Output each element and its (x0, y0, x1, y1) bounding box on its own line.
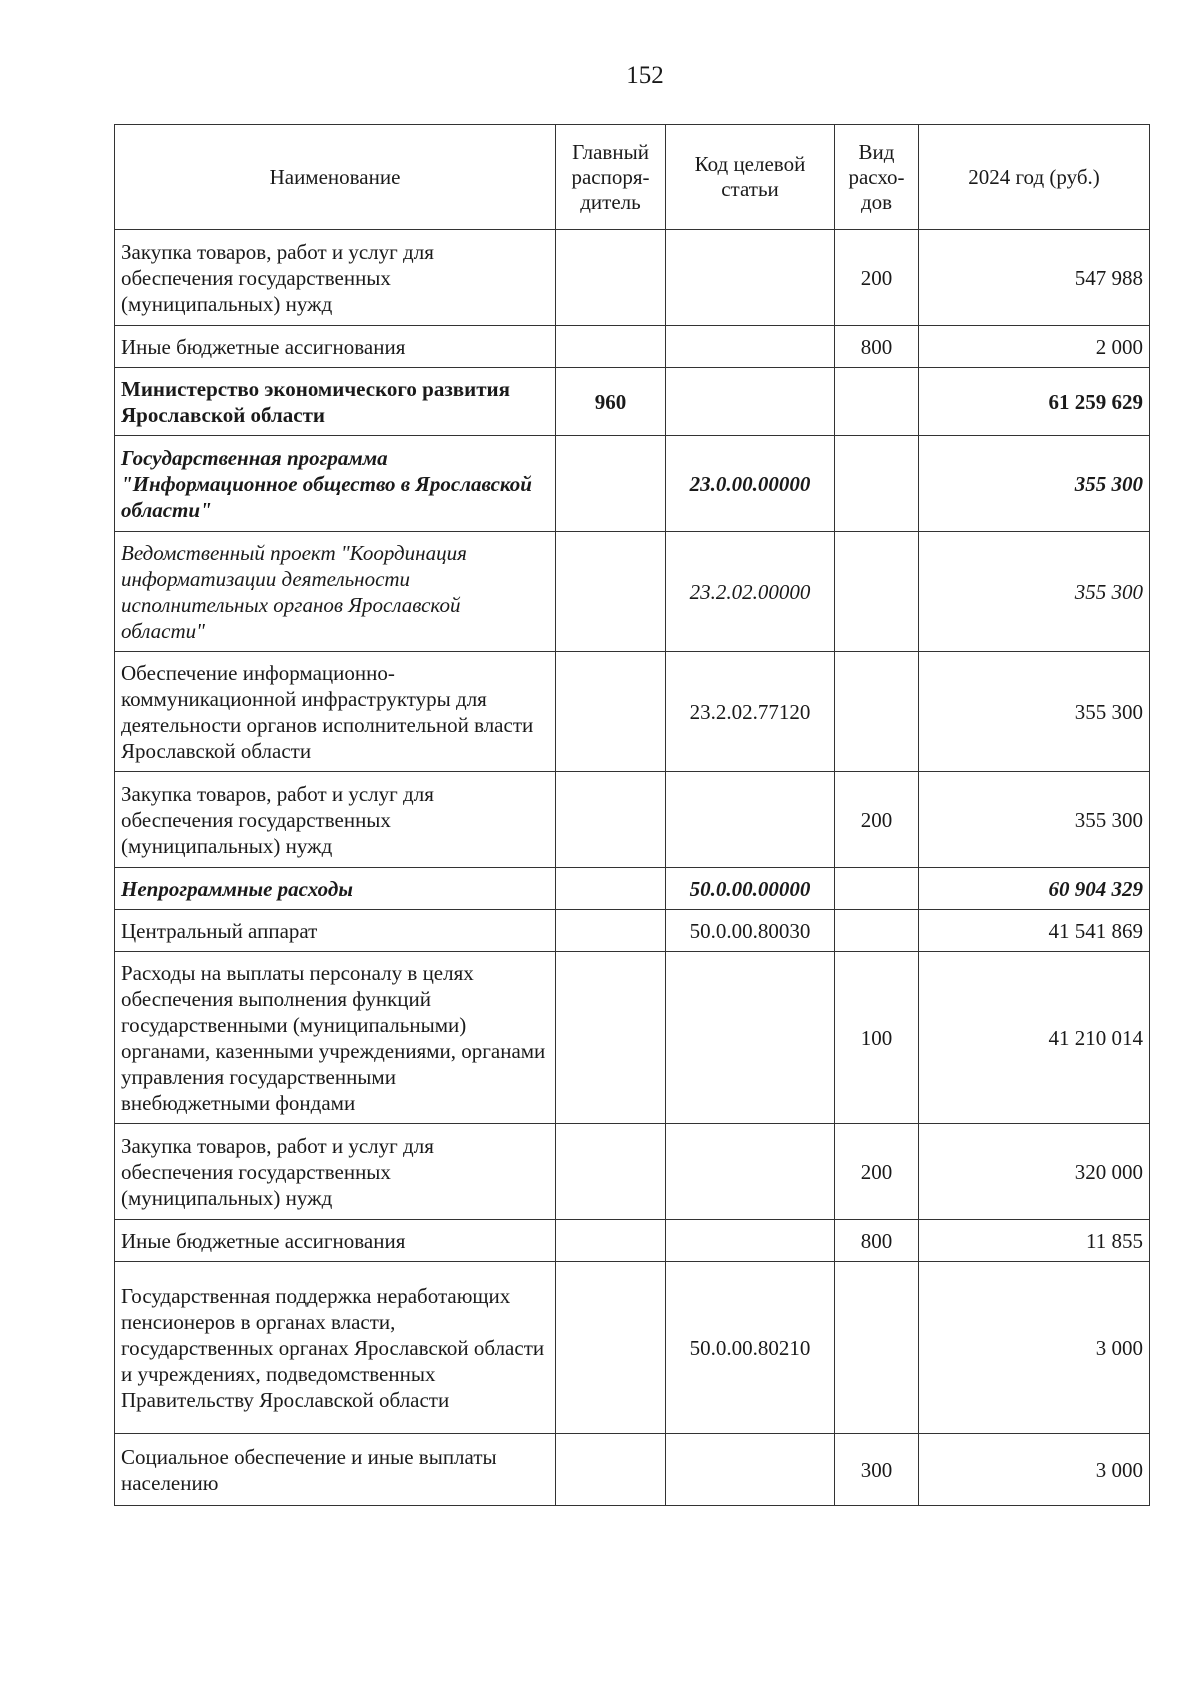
cell-amount: 2 000 (919, 326, 1150, 368)
cell-type (835, 868, 919, 910)
cell-type: 800 (835, 326, 919, 368)
cell-name: Расходы на выплаты персоналу в целях обеспечения выполнения функций государственными (муниципальными) органами, казенными учреждениями, органами управления государственными внебюджетными фондами (115, 952, 556, 1124)
cell-type (835, 368, 919, 436)
cell-type: 200 (835, 230, 919, 326)
cell-name: Иные бюджетные ассигнования (115, 326, 556, 368)
cell-name: Обеспечение информационно-коммуникационной инфраструктуры для деятельности органов исполнительной власти Ярославской области (115, 652, 556, 772)
cell-code (666, 1124, 835, 1220)
cell-name: Социальное обеспечение и иные выплаты населению (115, 1434, 556, 1506)
cell-amount: 11 855 (919, 1220, 1150, 1262)
header-code: Код целевой статьи (666, 125, 835, 230)
cell-name: Закупка товаров, работ и услуг для обеспечения государственных (муниципальных) нужд (115, 772, 556, 868)
table-header-row (115, 125, 1150, 230)
cell-manager (556, 326, 666, 368)
cell-name: Министерство экономического развития Ярославской области (115, 368, 556, 436)
table-row (115, 326, 1150, 368)
cell-code (666, 952, 835, 1124)
table-row (115, 368, 1150, 436)
cell-code: 50.0.00.00000 (666, 868, 835, 910)
budget-table (114, 124, 1150, 1506)
cell-amount: 355 300 (919, 652, 1150, 772)
cell-type: 800 (835, 1220, 919, 1262)
cell-code: 23.2.02.77120 (666, 652, 835, 772)
cell-amount: 355 300 (919, 772, 1150, 868)
cell-amount: 41 210 014 (919, 952, 1150, 1124)
cell-code: 50.0.00.80210 (666, 1262, 835, 1434)
cell-amount: 355 300 (919, 532, 1150, 652)
table-row (115, 910, 1150, 952)
page-number: 152 (626, 62, 664, 89)
cell-code (666, 1434, 835, 1506)
cell-amount: 61 259 629 (919, 368, 1150, 436)
cell-name: Центральный аппарат (115, 910, 556, 952)
table-row (115, 1262, 1150, 1434)
cell-type: 200 (835, 772, 919, 868)
cell-code (666, 772, 835, 868)
cell-type (835, 910, 919, 952)
cell-code: 23.2.02.00000 (666, 532, 835, 652)
table-row (115, 652, 1150, 772)
cell-manager (556, 1220, 666, 1262)
cell-code (666, 326, 835, 368)
cell-type (835, 532, 919, 652)
cell-amount: 60 904 329 (919, 868, 1150, 910)
table-body (115, 230, 1150, 1506)
cell-code: 23.0.00.00000 (666, 436, 835, 532)
cell-code (666, 230, 835, 326)
cell-name: Закупка товаров, работ и услуг для обеспечения государственных (муниципальных) нужд (115, 1124, 556, 1220)
table-row (115, 1220, 1150, 1262)
cell-manager: 960 (556, 368, 666, 436)
cell-manager (556, 652, 666, 772)
cell-manager (556, 1262, 666, 1434)
header-name: Наименование (115, 125, 556, 230)
table-row (115, 436, 1150, 532)
cell-amount: 547 988 (919, 230, 1150, 326)
cell-manager (556, 772, 666, 868)
table-row (115, 532, 1150, 652)
cell-name: Государственная программа "Информационное общество в Ярославской области" (115, 436, 556, 532)
cell-code (666, 368, 835, 436)
cell-amount: 355 300 (919, 436, 1150, 532)
cell-amount: 3 000 (919, 1262, 1150, 1434)
cell-name: Закупка товаров, работ и услуг для обеспечения государственных (муниципальных) нужд (115, 230, 556, 326)
cell-name: Ведомственный проект "Координация информатизации деятельности исполнительных органов Ярославской области" (115, 532, 556, 652)
cell-manager (556, 910, 666, 952)
table-row (115, 230, 1150, 326)
header-manager: Главный распоря-дитель (556, 125, 666, 230)
cell-manager (556, 1124, 666, 1220)
table-row (115, 1434, 1150, 1506)
cell-name: Непрограммные расходы (115, 868, 556, 910)
cell-amount: 41 541 869 (919, 910, 1150, 952)
table-row (115, 868, 1150, 910)
table-row (115, 1124, 1150, 1220)
cell-amount: 320 000 (919, 1124, 1150, 1220)
cell-type: 200 (835, 1124, 919, 1220)
header-amount: 2024 год (руб.) (919, 125, 1150, 230)
cell-manager (556, 436, 666, 532)
cell-manager (556, 230, 666, 326)
cell-amount: 3 000 (919, 1434, 1150, 1506)
cell-type (835, 1262, 919, 1434)
table-row (115, 772, 1150, 868)
cell-code (666, 1220, 835, 1262)
cell-code: 50.0.00.80030 (666, 910, 835, 952)
header-type: Вид расхо-дов (835, 125, 919, 230)
cell-name: Иные бюджетные ассигнования (115, 1220, 556, 1262)
cell-name: Государственная поддержка неработающих пенсионеров в органах власти, государственных органах Ярославской области и учреждениях, подведомственных Правительству Ярославской области (115, 1262, 556, 1434)
cell-type (835, 436, 919, 532)
cell-manager (556, 532, 666, 652)
cell-manager (556, 868, 666, 910)
table-row (115, 952, 1150, 1124)
cell-manager (556, 952, 666, 1124)
cell-manager (556, 1434, 666, 1506)
cell-type: 100 (835, 952, 919, 1124)
cell-type: 300 (835, 1434, 919, 1506)
cell-type (835, 652, 919, 772)
